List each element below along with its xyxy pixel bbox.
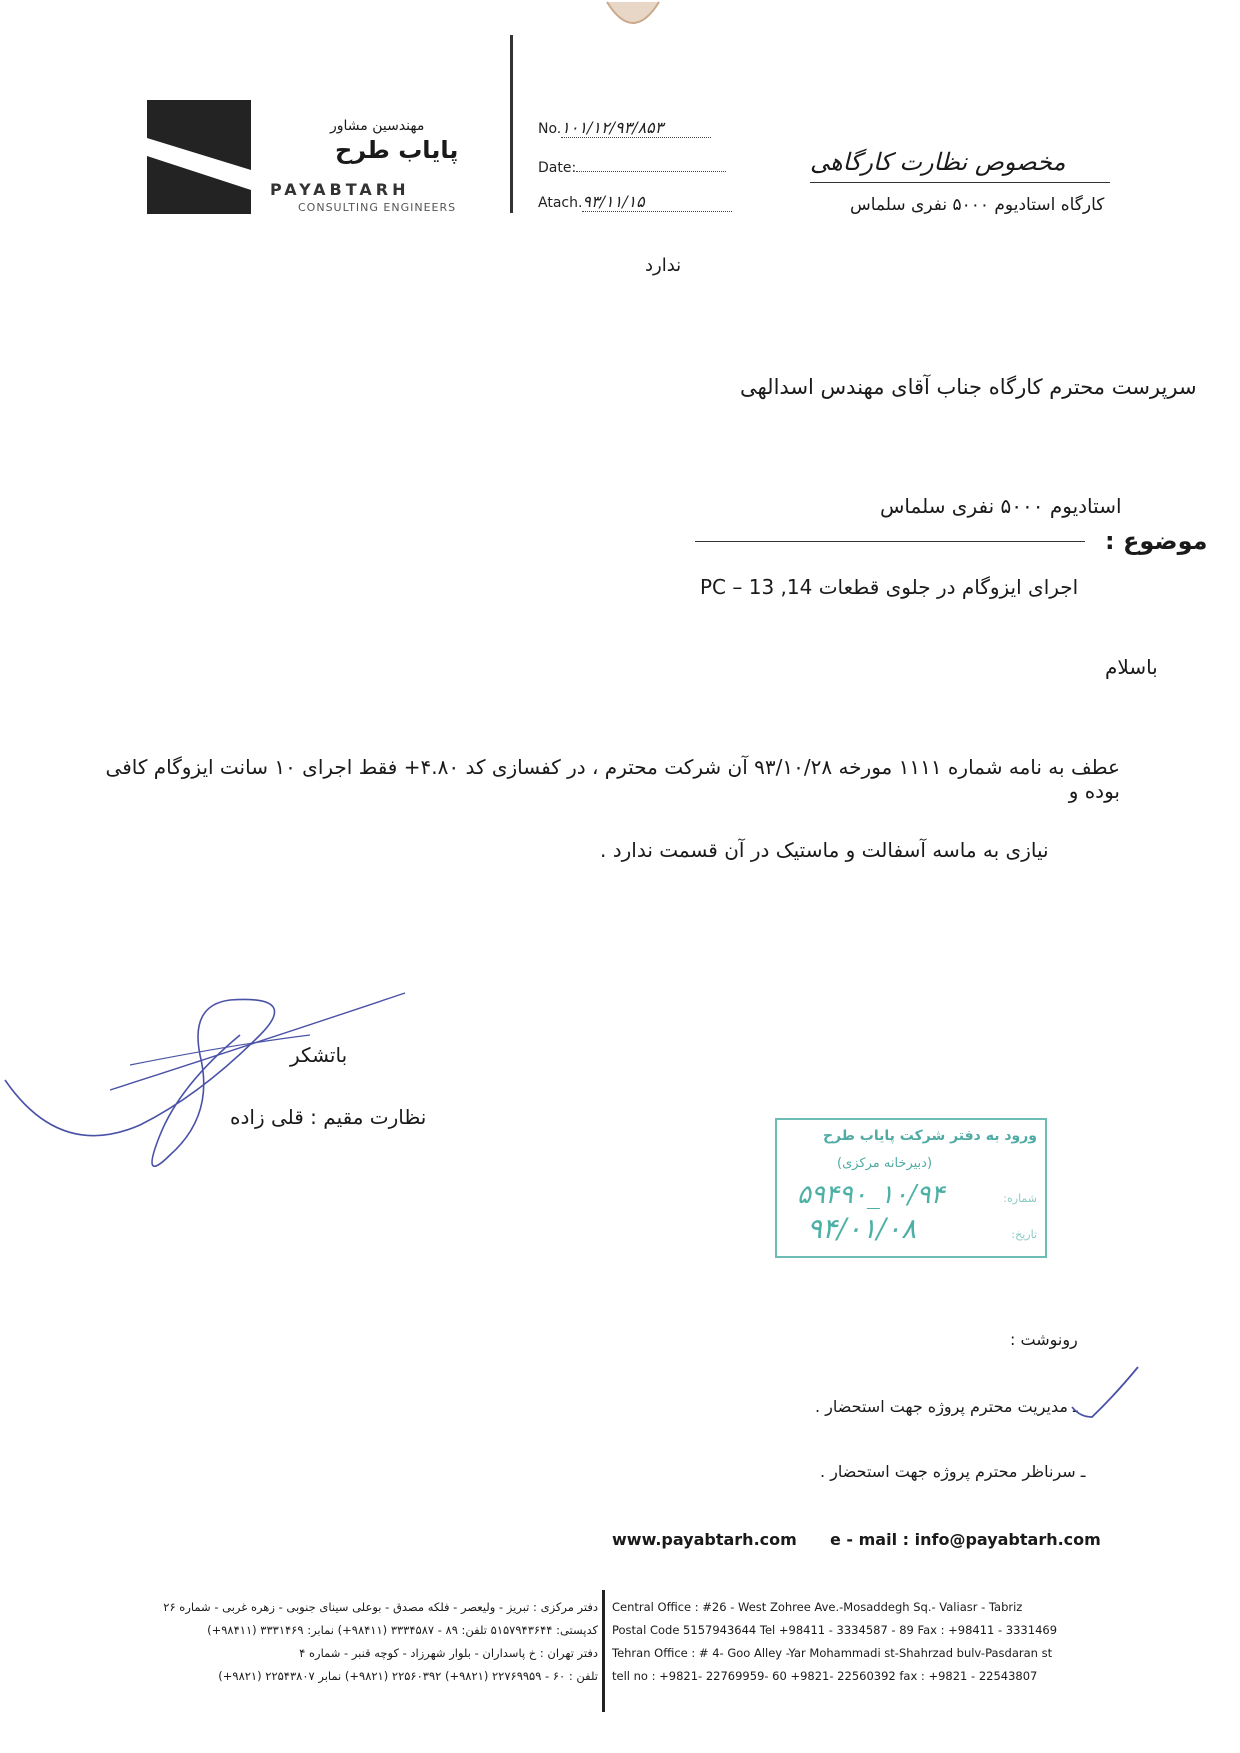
stamp-title: ورود به دفتر شرکت پایاب طرح: [822, 1128, 1037, 1144]
classification-underline: [810, 182, 1110, 183]
footer-divider: [602, 1590, 605, 1712]
letter-number-label: No.: [538, 121, 562, 137]
body-paragraph-line-2: نیازی به ماسه آسفالت و ماستیک در آن قسمت ندارد .: [600, 838, 1049, 862]
stamp-number-label: شماره:: [1003, 1192, 1037, 1205]
firm-name-fa-small: مهندسین مشاور: [330, 118, 425, 134]
email-link[interactable]: e - mail : info@payabtarh.com: [830, 1530, 1101, 1549]
firm-name-en: PAYABTARH: [270, 180, 410, 199]
received-stamp: [775, 1118, 1047, 1258]
closing-thanks: باتشکر: [290, 1043, 348, 1067]
footer-fa-line-3: دفتر تهران : خ پاسداران - بلوار شهرزاد - کوچه قنبر - شماره ۴: [299, 1646, 598, 1660]
punch-mark-icon: [605, 0, 661, 32]
letter-date-value: [576, 171, 726, 172]
body-paragraph-line-1: عطف به نامه شماره ۱۱۱۱ مورخه ۹۳/۱۰/۲۸ آن شرکت محترم ، در کفسازی کد ۴.۸۰+ فقط اجرای ۱۰ سانت ایزوگام کافی بوده و: [105, 755, 1120, 803]
subject-underline: [695, 541, 1085, 542]
firm-subtitle-en: CONSULTING ENGINEERS: [298, 201, 457, 214]
footer-en-line-1: Central Office : #26 - West Zohree Ave.-Mosaddegh Sq.- Valiasr - Tabriz: [612, 1600, 1023, 1614]
signer-name: نظارت مقیم : قلی زاده: [230, 1105, 427, 1129]
letter-number-row: [538, 118, 711, 138]
subject-label: موضوع :: [1105, 527, 1208, 555]
attachment-note: ندارد: [645, 255, 682, 276]
classification-title: مخصوص نظارت کارگاهی: [810, 148, 1066, 176]
copy-recipient-1: ـ مدیریت محترم پروژه جهت استحضار .: [815, 1397, 1078, 1416]
letter-date-label: Date:: [538, 160, 577, 176]
stamp-subtitle: (دبیرخانه مرکزی): [837, 1156, 933, 1171]
letter-number-value: ۱۰۱/۱۲/۹۳/۸۵۳: [561, 118, 711, 138]
website-link[interactable]: www.payabtarh.com: [612, 1530, 797, 1549]
stamp-number: ۱۰/۹۴_۵۹۴۹۰: [797, 1180, 945, 1210]
signature-icon: [0, 975, 420, 1215]
recipient: سرپرست محترم کارگاه جناب آقای مهندس اسدالهی: [740, 375, 1197, 399]
letter-attach-label: Atach.: [538, 195, 583, 211]
footer-en-line-2: Postal Code 5157943644 Tel +98411 - 3334587 - 89 Fax : +98411 - 3331469: [612, 1623, 1058, 1637]
copy-recipient-2: ـ سرناظر محترم پروژه جهت استحضار .: [820, 1462, 1086, 1481]
checkmark-icon: [1070, 1365, 1140, 1425]
greeting: باسلام: [1105, 655, 1158, 679]
logo-mark-icon: [147, 100, 251, 214]
copies-label: رونوشت :: [1010, 1330, 1078, 1349]
footer-fa-line-2: کدپستی: ۵۱۵۷۹۴۳۶۴۴ تلفن: ۸۹ - ۳۳۳۴۵۸۷ (۹۸۴۱۱+) نمابر: ۳۳۳۱۴۶۹ (۹۸۴۱۱+): [207, 1623, 598, 1637]
footer-fa-line-1: دفتر مرکزی : تبریز - ولیعصر - فلکه مصدق - بوعلی سینای جنوبی - زهره غربی - شماره ۲۶: [163, 1600, 598, 1614]
subject-title: استادیوم ۵۰۰۰ نفری سلماس: [880, 494, 1122, 518]
letter-date-row: [538, 160, 726, 176]
footer-fa-line-4: تلفن : ۶۰ - ۲۲۷۶۹۹۵۹ (۹۸۲۱+) ۲۲۵۶۰۳۹۲ (۹۸۲۱+) نمابر ۲۲۵۴۳۸۰۷ (۹۸۲۱+): [218, 1669, 598, 1683]
subject-description: اجرای ایزوگام در جلوی قطعات PC – 13 ,14: [700, 575, 1079, 599]
firm-name-fa: پایاب طرح: [335, 136, 459, 164]
stamp-date-label: تاریخ:: [1011, 1228, 1037, 1241]
letter-attach-row: [538, 192, 732, 212]
header-divider: [510, 35, 513, 213]
workshop-name: کارگاه استادیوم ۵۰۰۰ نفری سلماس: [850, 195, 1105, 215]
footer-en-line-4: tell no : +9821- 22769959- 60 +9821- 22560392 fax : +9821 - 22543807: [612, 1669, 1038, 1683]
stamp-date: ۹۴/۰۱/۰۸: [807, 1212, 917, 1245]
company-logo: [147, 100, 251, 214]
footer-en-line-3: Tehran Office : # 4- Goo Alley -Yar Mohammadi st-Shahrzad bulv-Pasdaran st: [612, 1646, 1053, 1660]
letter-attach-value: ۹۳/۱۱/۱۵: [582, 192, 732, 212]
